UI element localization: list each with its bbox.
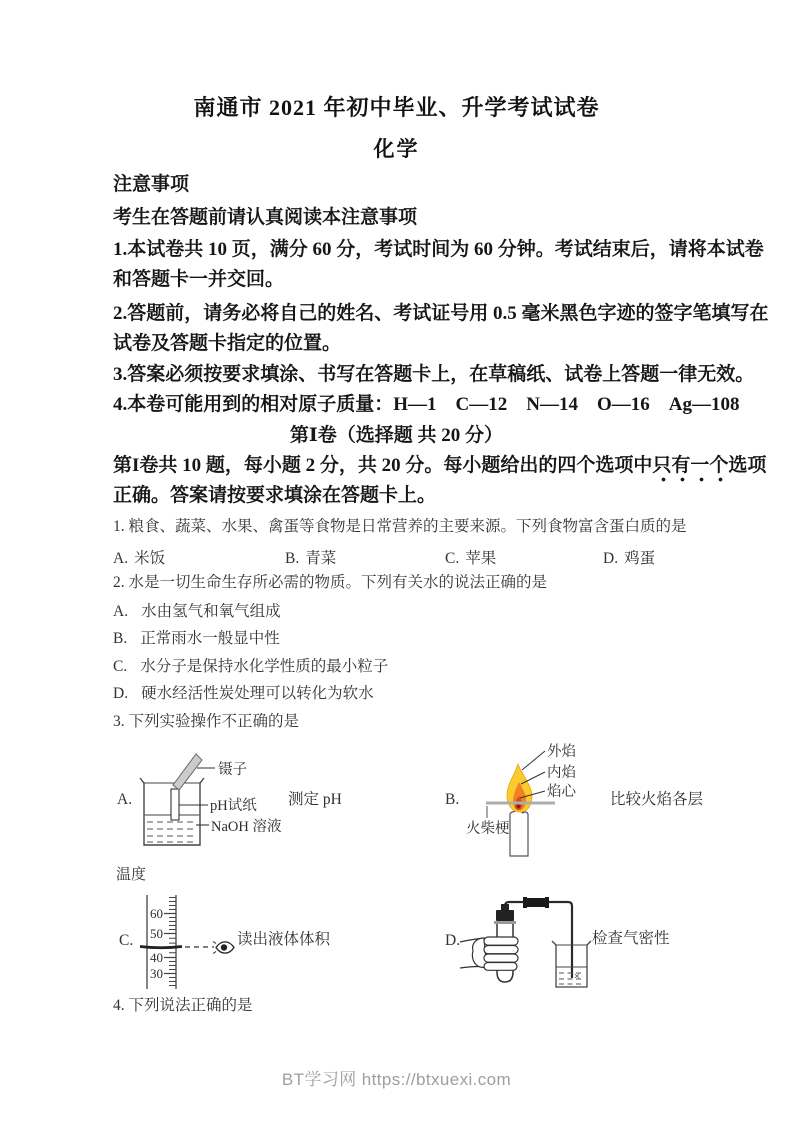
q1-option-c bbox=[445, 549, 496, 568]
section1-heading: 第Ⅰ卷（选择题 共 20 分） bbox=[289, 425, 504, 446]
question-2-text: 2. 水是一切生命生存所必需的物质。下列有关水的说法正确的是 bbox=[113, 574, 548, 591]
bubble-mark bbox=[575, 974, 579, 978]
q1-option-c-label: C. bbox=[445, 550, 460, 567]
q2-option-d bbox=[113, 684, 374, 703]
q2-option-b-text: 正常雨水一般显中性 bbox=[140, 630, 280, 647]
temperature-label: 温度 bbox=[116, 867, 147, 883]
hand-icon bbox=[460, 937, 518, 970]
question-3-text: 3. 下列实验操作不正确的是 bbox=[113, 713, 300, 730]
q1-option-a-text: 米饭 bbox=[134, 550, 166, 567]
q1-option-b-text: 青菜 bbox=[305, 550, 337, 567]
diagram-d-caption: 检查气密性 bbox=[592, 930, 670, 947]
diagram-b-label: B. bbox=[445, 791, 460, 808]
notice-item-1-line-1: 1.本试卷共 10 页，满分 60 分，考试时间为 60 分钟。考试结束后，请将本试卷 bbox=[113, 239, 764, 260]
naoh-solution-label: NaOH 溶液 bbox=[211, 819, 282, 835]
notice-item-2-line-2: 试卷及答题卡指定的位置。 bbox=[113, 333, 342, 354]
q2-option-c bbox=[113, 657, 388, 676]
q1-option-b-label: B. bbox=[285, 550, 300, 567]
diagram-a-caption: 测定 pH bbox=[288, 791, 342, 808]
question-4-text: 4. 下列说法正确的是 bbox=[113, 997, 253, 1014]
footer-watermark[interactable]: BT学习网 https://btxuexi.com bbox=[281, 1070, 512, 1089]
q2-option-d-label: D. bbox=[113, 685, 129, 702]
instruction-emphasis: 只有一个 bbox=[652, 455, 728, 482]
q1-option-d-label: D. bbox=[603, 550, 619, 567]
question-1-text: 1. 粮食、蔬菜、水果、禽蛋等食物是日常营养的主要来源。下列食物富含蛋白质的是 bbox=[113, 518, 687, 535]
section1-instruction-line-2: 正确。答案请按要求填涂在答题卡上。 bbox=[113, 485, 437, 506]
notice-item-1-line-2: 和答题卡一并交回。 bbox=[113, 269, 285, 290]
outer-flame-label: 外焰 bbox=[547, 744, 576, 760]
diagram-b-caption: 比较火焰各层 bbox=[610, 791, 704, 808]
notice-item-2-line-1: 2.答题前，请务必将自己的姓名、考试证号用 0.5 毫米黑色字迹的签字笔填写在 bbox=[113, 303, 769, 324]
q1-option-c-text: 苹果 bbox=[465, 550, 497, 567]
diagram-c-measuring-cylinder bbox=[140, 891, 245, 993]
notice-heading: 注意事项 bbox=[113, 174, 190, 195]
leader-line bbox=[522, 751, 545, 770]
tweezers-label: 镊子 bbox=[218, 762, 247, 778]
flame-icon bbox=[507, 764, 532, 812]
ph-paper-label: pH试纸 bbox=[210, 798, 257, 814]
matchstick-label: 火柴梗 bbox=[466, 821, 510, 837]
notice-intro: 考生在答题前请认真阅读本注意事项 bbox=[113, 207, 418, 228]
q2-option-a-text: 水由氢气和氧气组成 bbox=[141, 603, 281, 620]
q1-option-d-text: 鸡蛋 bbox=[624, 550, 656, 567]
tick-60: 60 bbox=[150, 906, 163, 921]
diagram-c-label: C. bbox=[119, 932, 134, 949]
diagram-c-caption: 读出液体体积 bbox=[237, 931, 331, 948]
tweezers-icon bbox=[173, 754, 202, 790]
instruction-before: 第I卷共 10 题，每小题 2 分，共 20 分。每小题给出的四个选项中 bbox=[113, 455, 653, 476]
q1-option-d bbox=[603, 549, 655, 568]
q1-option-b bbox=[285, 549, 336, 568]
q2-option-c-label: C. bbox=[113, 658, 128, 675]
ph-paper-strip bbox=[171, 789, 179, 820]
q2-option-a bbox=[113, 602, 281, 621]
q1-option-a-label: A. bbox=[113, 550, 129, 567]
subject-title: 化学 bbox=[373, 137, 420, 161]
flame-core-label: 焰心 bbox=[547, 784, 576, 800]
tick-50: 50 bbox=[150, 926, 163, 941]
diagram-a-label: A. bbox=[117, 791, 133, 808]
q2-option-a-label: A. bbox=[113, 603, 129, 620]
q2-option-b bbox=[113, 629, 280, 648]
notice-item-4: 4.本卷可能用到的相对原子质量：H—1 C—12 N—14 O—16 Ag—108 bbox=[113, 394, 740, 415]
q1-option-a bbox=[113, 549, 165, 568]
notice-item-3: 3.答案必须按要求填涂、书写在答题卡上，在草稿纸、试卷上答题一律无效。 bbox=[113, 364, 755, 385]
exam-title: 南通市 2021 年初中毕业、升学考试试卷 bbox=[193, 95, 600, 120]
inner-flame-label: 内焰 bbox=[547, 765, 576, 781]
tick-40: 40 bbox=[150, 950, 163, 965]
q2-option-d-text: 硬水经活性炭处理可以转化为软水 bbox=[141, 685, 374, 702]
eye-icon bbox=[213, 942, 234, 954]
section1-instruction-line-1 bbox=[113, 454, 766, 478]
liquid-level-line bbox=[140, 947, 182, 948]
q2-option-b-label: B. bbox=[113, 630, 128, 647]
diagram-a-measure-ph bbox=[138, 752, 288, 852]
diagram-d-label: D. bbox=[445, 932, 461, 949]
instruction-after: 选项 bbox=[728, 455, 767, 476]
rubber-connector bbox=[523, 897, 549, 908]
tick-30: 30 bbox=[150, 966, 163, 981]
q2-option-c-text: 水分子是保持水化学性质的最小粒子 bbox=[140, 658, 389, 675]
